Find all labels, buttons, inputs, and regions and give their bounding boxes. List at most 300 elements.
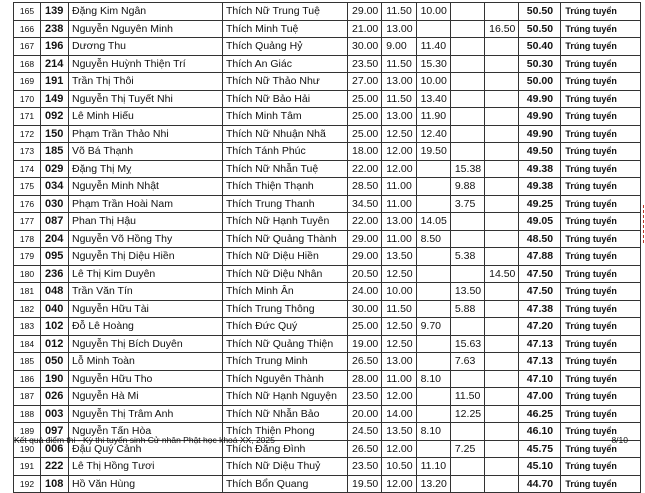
result-status: Trúng tuyển xyxy=(561,143,641,161)
full-name: Lê Thị Kim Duyên xyxy=(69,265,223,283)
result-status: Trúng tuyển xyxy=(561,370,641,388)
row-number: 171 xyxy=(14,108,41,126)
score-3: 14.05 xyxy=(416,213,450,231)
result-status: Trúng tuyển xyxy=(561,73,641,91)
result-status: Trúng tuyển xyxy=(561,388,641,406)
score-3: 8.50 xyxy=(416,230,450,248)
result-status: Trúng tuyển xyxy=(561,440,641,458)
full-name: Nguyễn Thị Tuyết Nhi xyxy=(69,90,223,108)
result-status: Trúng tuyển xyxy=(561,423,641,441)
score-2: 12.50 xyxy=(382,265,416,283)
full-name: Nguyễn Thị Bích Duyên xyxy=(69,335,223,353)
candidate-id: 196 xyxy=(41,38,69,56)
row-number: 177 xyxy=(14,213,41,231)
total-score: 49.50 xyxy=(519,143,561,161)
score-3 xyxy=(416,20,450,38)
score-5 xyxy=(485,300,519,318)
full-name: Đỗ Lê Hoàng xyxy=(69,318,223,336)
table-row xyxy=(14,318,641,336)
score-5 xyxy=(485,283,519,301)
dharma-name: Thích Minh Tuệ xyxy=(223,20,348,38)
dharma-name: Thích Thiện Phong xyxy=(223,423,348,441)
dharma-name: Thích Thiện Thạnh xyxy=(223,178,348,196)
score-4 xyxy=(450,475,484,493)
candidate-id: 236 xyxy=(41,265,69,283)
score-4 xyxy=(450,370,484,388)
score-5 xyxy=(485,458,519,476)
dharma-name: Thích Nữ Nhẫn Tuệ xyxy=(223,160,348,178)
total-score: 49.90 xyxy=(519,108,561,126)
row-number: 184 xyxy=(14,335,41,353)
score-5 xyxy=(485,38,519,56)
score-5 xyxy=(485,370,519,388)
row-number: 192 xyxy=(14,475,41,493)
result-status: Trúng tuyển xyxy=(561,248,641,266)
total-score: 47.00 xyxy=(519,388,561,406)
score-3 xyxy=(416,195,450,213)
dharma-name: Thích An Giác xyxy=(223,55,348,73)
score-5 xyxy=(485,73,519,91)
total-score: 47.10 xyxy=(519,370,561,388)
results-table xyxy=(13,2,641,493)
full-name: Nguyễn Thị Diệu Hiền xyxy=(69,248,223,266)
score-3 xyxy=(416,440,450,458)
score-3: 11.40 xyxy=(416,38,450,56)
score-2: 11.00 xyxy=(382,370,416,388)
full-name: Nguyễn Huỳnh Thiện Trí xyxy=(69,55,223,73)
full-name: Nguyễn Võ Hồng Thy xyxy=(69,230,223,248)
candidate-id: 214 xyxy=(41,55,69,73)
candidate-id: 026 xyxy=(41,388,69,406)
score-4 xyxy=(450,143,484,161)
row-number: 187 xyxy=(14,388,41,406)
score-3: 10.00 xyxy=(416,3,450,21)
score-2: 12.00 xyxy=(382,160,416,178)
candidate-id: 097 xyxy=(41,423,69,441)
score-5 xyxy=(485,335,519,353)
table-row xyxy=(14,55,641,73)
score-4: 9.88 xyxy=(450,178,484,196)
candidate-id: 095 xyxy=(41,248,69,266)
score-1: 30.00 xyxy=(348,38,382,56)
score-1: 30.00 xyxy=(348,300,382,318)
total-score: 49.38 xyxy=(519,160,561,178)
score-2: 12.50 xyxy=(382,335,416,353)
score-1: 21.00 xyxy=(348,20,382,38)
dharma-name: Thích Nữ Trung Tuệ xyxy=(223,3,348,21)
dharma-name: Thích Tánh Phúc xyxy=(223,143,348,161)
row-number: 189 xyxy=(14,423,41,441)
score-5 xyxy=(485,248,519,266)
candidate-id: 191 xyxy=(41,73,69,91)
score-2: 12.50 xyxy=(382,318,416,336)
candidate-id: 092 xyxy=(41,108,69,126)
score-4: 11.50 xyxy=(450,388,484,406)
dharma-name: Thích Trung Minh xyxy=(223,353,348,371)
row-number: 167 xyxy=(14,38,41,56)
row-number: 173 xyxy=(14,143,41,161)
total-score: 46.10 xyxy=(519,423,561,441)
score-3 xyxy=(416,265,450,283)
candidate-id: 102 xyxy=(41,318,69,336)
candidate-id: 040 xyxy=(41,300,69,318)
score-2: 11.00 xyxy=(382,195,416,213)
total-score: 47.38 xyxy=(519,300,561,318)
row-number: 185 xyxy=(14,353,41,371)
full-name: Nguyễn Hữu Tho xyxy=(69,370,223,388)
table-row xyxy=(14,300,641,318)
row-number: 172 xyxy=(14,125,41,143)
total-score: 47.20 xyxy=(519,318,561,336)
score-4: 7.63 xyxy=(450,353,484,371)
score-3 xyxy=(416,388,450,406)
result-status: Trúng tuyển xyxy=(561,108,641,126)
result-status: Trúng tuyển xyxy=(561,55,641,73)
score-5 xyxy=(485,388,519,406)
total-score: 46.25 xyxy=(519,405,561,423)
result-status: Trúng tuyển xyxy=(561,265,641,283)
score-2: 11.50 xyxy=(382,300,416,318)
row-number: 179 xyxy=(14,248,41,266)
result-status: Trúng tuyển xyxy=(561,353,641,371)
dharma-name: Thích Quảng Hỷ xyxy=(223,38,348,56)
score-2: 14.00 xyxy=(382,405,416,423)
table-row xyxy=(14,160,641,178)
total-score: 47.13 xyxy=(519,353,561,371)
score-4: 12.25 xyxy=(450,405,484,423)
score-3: 13.20 xyxy=(416,475,450,493)
score-5 xyxy=(485,160,519,178)
score-2: 12.00 xyxy=(382,143,416,161)
score-1: 26.50 xyxy=(348,353,382,371)
score-2: 12.00 xyxy=(382,475,416,493)
score-1: 23.50 xyxy=(348,458,382,476)
dharma-name: Thích Nữ Diệu Nhân xyxy=(223,265,348,283)
score-5 xyxy=(485,318,519,336)
full-name: Hồ Văn Hùng xyxy=(69,475,223,493)
table-row xyxy=(14,195,641,213)
score-1: 24.50 xyxy=(348,423,382,441)
total-score: 45.10 xyxy=(519,458,561,476)
score-1: 24.00 xyxy=(348,283,382,301)
result-status: Trúng tuyển xyxy=(561,125,641,143)
total-score: 49.25 xyxy=(519,195,561,213)
total-score: 50.50 xyxy=(519,3,561,21)
score-3: 10.00 xyxy=(416,73,450,91)
score-4: 5.38 xyxy=(450,248,484,266)
dharma-name: Thích Đăng Đình xyxy=(223,440,348,458)
table-row xyxy=(14,388,641,406)
total-score: 48.50 xyxy=(519,230,561,248)
table-row xyxy=(14,90,641,108)
score-1: 34.50 xyxy=(348,195,382,213)
score-1: 19.50 xyxy=(348,475,382,493)
full-name: Nguyễn Hữu Tài xyxy=(69,300,223,318)
score-1: 22.00 xyxy=(348,160,382,178)
table-row xyxy=(14,265,641,283)
score-1: 29.00 xyxy=(348,3,382,21)
table-row xyxy=(14,248,641,266)
full-name: Phan Thị Hậu xyxy=(69,213,223,231)
score-2: 12.50 xyxy=(382,125,416,143)
full-name: Nguyễn Tấn Hòa xyxy=(69,423,223,441)
score-4 xyxy=(450,108,484,126)
table-row xyxy=(14,475,641,493)
score-2: 11.00 xyxy=(382,178,416,196)
dharma-name: Thích Nữ Bảo Hải xyxy=(223,90,348,108)
full-name: Đặng Thị Mỵ xyxy=(69,160,223,178)
row-number: 190 xyxy=(14,440,41,458)
score-4 xyxy=(450,55,484,73)
row-number: 181 xyxy=(14,283,41,301)
score-5 xyxy=(485,143,519,161)
dharma-name: Thích Nữ Quảng Thành xyxy=(223,230,348,248)
full-name: Lỗ Minh Toàn xyxy=(69,353,223,371)
result-status: Trúng tuyển xyxy=(561,475,641,493)
score-2: 11.50 xyxy=(382,90,416,108)
page-number: 8/10 xyxy=(611,435,628,445)
candidate-id: 029 xyxy=(41,160,69,178)
table-row xyxy=(14,405,641,423)
table-row xyxy=(14,125,641,143)
score-4: 15.63 xyxy=(450,335,484,353)
score-4 xyxy=(450,230,484,248)
table-row xyxy=(14,213,641,231)
dharma-name: Thích Trung Thông xyxy=(223,300,348,318)
result-status: Trúng tuyển xyxy=(561,405,641,423)
score-5: 16.50 xyxy=(485,20,519,38)
score-1: 19.00 xyxy=(348,335,382,353)
result-status: Trúng tuyển xyxy=(561,3,641,21)
result-status: Trúng tuyển xyxy=(561,195,641,213)
score-3 xyxy=(416,300,450,318)
dharma-name: Thích Nữ Hạnh Nguyện xyxy=(223,388,348,406)
result-status: Trúng tuyển xyxy=(561,335,641,353)
dharma-name: Thích Đức Quý xyxy=(223,318,348,336)
score-5 xyxy=(485,213,519,231)
full-name: Phạm Trần Thảo Nhi xyxy=(69,125,223,143)
dharma-name: Thích Nữ Quảng Thiện xyxy=(223,335,348,353)
score-1: 25.00 xyxy=(348,90,382,108)
score-4 xyxy=(450,423,484,441)
score-4: 5.88 xyxy=(450,300,484,318)
score-1: 29.00 xyxy=(348,248,382,266)
result-status: Trúng tuyển xyxy=(561,230,641,248)
candidate-id: 030 xyxy=(41,195,69,213)
dharma-name: Thích Minh Ân xyxy=(223,283,348,301)
score-5 xyxy=(485,405,519,423)
candidate-id: 012 xyxy=(41,335,69,353)
row-number: 170 xyxy=(14,90,41,108)
table-row xyxy=(14,370,641,388)
score-2: 13.00 xyxy=(382,213,416,231)
score-4 xyxy=(450,90,484,108)
score-3: 13.40 xyxy=(416,90,450,108)
score-3 xyxy=(416,178,450,196)
score-2: 13.50 xyxy=(382,423,416,441)
dharma-name: Thích Nữ Hạnh Tuyên xyxy=(223,213,348,231)
total-score: 49.05 xyxy=(519,213,561,231)
total-score: 50.40 xyxy=(519,38,561,56)
full-name: Lê Minh Hiếu xyxy=(69,108,223,126)
result-status: Trúng tuyển xyxy=(561,20,641,38)
score-1: 23.50 xyxy=(348,388,382,406)
total-score: 49.38 xyxy=(519,178,561,196)
score-5 xyxy=(485,475,519,493)
score-2: 10.00 xyxy=(382,283,416,301)
score-3 xyxy=(416,335,450,353)
total-score: 44.70 xyxy=(519,475,561,493)
full-name: Nguyễn Minh Nhật xyxy=(69,178,223,196)
full-name: Đặng Kim Ngân xyxy=(69,3,223,21)
result-status: Trúng tuyển xyxy=(561,213,641,231)
row-number: 183 xyxy=(14,318,41,336)
score-2: 13.00 xyxy=(382,353,416,371)
candidate-id: 204 xyxy=(41,230,69,248)
result-status: Trúng tuyển xyxy=(561,300,641,318)
score-3: 8.10 xyxy=(416,370,450,388)
table-row xyxy=(14,108,641,126)
full-name: Nguyễn Hà Mi xyxy=(69,388,223,406)
candidate-id: 238 xyxy=(41,20,69,38)
score-2: 13.00 xyxy=(382,108,416,126)
table-row xyxy=(14,3,641,21)
score-5 xyxy=(485,125,519,143)
score-4: 7.25 xyxy=(450,440,484,458)
dharma-name: Thích Nữ Nhuận Nhã xyxy=(223,125,348,143)
candidate-id: 003 xyxy=(41,405,69,423)
result-status: Trúng tuyển xyxy=(561,458,641,476)
score-2: 10.50 xyxy=(382,458,416,476)
score-5 xyxy=(485,178,519,196)
score-5 xyxy=(485,90,519,108)
table-row xyxy=(14,20,641,38)
score-4 xyxy=(450,318,484,336)
total-score: 49.90 xyxy=(519,90,561,108)
score-4 xyxy=(450,73,484,91)
candidate-id: 048 xyxy=(41,283,69,301)
row-number: 191 xyxy=(14,458,41,476)
score-1: 28.00 xyxy=(348,370,382,388)
row-number: 182 xyxy=(14,300,41,318)
dharma-name: Thích Nguyên Thành xyxy=(223,370,348,388)
score-3 xyxy=(416,283,450,301)
score-2: 11.50 xyxy=(382,55,416,73)
score-5 xyxy=(485,195,519,213)
dharma-name: Thích Nữ Diệu Thuỷ xyxy=(223,458,348,476)
result-status: Trúng tuyển xyxy=(561,318,641,336)
result-status: Trúng tuyển xyxy=(561,178,641,196)
total-score: 47.13 xyxy=(519,335,561,353)
row-number: 188 xyxy=(14,405,41,423)
row-number: 165 xyxy=(14,3,41,21)
score-4 xyxy=(450,213,484,231)
full-name: Trần Văn Tín xyxy=(69,283,223,301)
score-2: 12.00 xyxy=(382,440,416,458)
full-name: Đậu Quý Cảnh xyxy=(69,440,223,458)
table-row xyxy=(14,353,641,371)
candidate-id: 190 xyxy=(41,370,69,388)
score-2: 9.00 xyxy=(382,38,416,56)
table-row xyxy=(14,458,641,476)
row-number: 168 xyxy=(14,55,41,73)
candidate-id: 222 xyxy=(41,458,69,476)
row-number: 169 xyxy=(14,73,41,91)
footer-title: Kết quả điểm thi - Kỳ thi tuyển sinh Cử nhân Phật học khoá XX, 2025 xyxy=(14,435,275,445)
score-4 xyxy=(450,458,484,476)
table-row xyxy=(14,143,641,161)
score-1: 25.00 xyxy=(348,125,382,143)
score-1: 26.50 xyxy=(348,440,382,458)
table-row xyxy=(14,178,641,196)
score-3: 11.90 xyxy=(416,108,450,126)
score-2: 13.00 xyxy=(382,20,416,38)
score-2: 13.00 xyxy=(382,73,416,91)
score-4 xyxy=(450,265,484,283)
candidate-id: 139 xyxy=(41,3,69,21)
result-status: Trúng tuyển xyxy=(561,283,641,301)
candidate-id: 149 xyxy=(41,90,69,108)
full-name: Lê Thị Hồng Tươi xyxy=(69,458,223,476)
dharma-name: Thích Trung Thanh xyxy=(223,195,348,213)
total-score: 49.90 xyxy=(519,125,561,143)
full-name: Võ Bá Thạnh xyxy=(69,143,223,161)
score-4 xyxy=(450,38,484,56)
candidate-id: 185 xyxy=(41,143,69,161)
score-1: 25.00 xyxy=(348,108,382,126)
score-1: 22.00 xyxy=(348,213,382,231)
candidate-id: 087 xyxy=(41,213,69,231)
score-3 xyxy=(416,405,450,423)
total-score: 45.75 xyxy=(519,440,561,458)
total-score: 50.50 xyxy=(519,20,561,38)
full-name: Dương Thu xyxy=(69,38,223,56)
score-4 xyxy=(450,3,484,21)
dharma-name: Thích Nữ Nhẫn Bảo xyxy=(223,405,348,423)
score-1: 28.50 xyxy=(348,178,382,196)
total-score: 47.50 xyxy=(519,265,561,283)
score-5 xyxy=(485,55,519,73)
score-2: 11.00 xyxy=(382,230,416,248)
row-number: 180 xyxy=(14,265,41,283)
result-status: Trúng tuyển xyxy=(561,90,641,108)
score-4 xyxy=(450,20,484,38)
table-row xyxy=(14,335,641,353)
score-5 xyxy=(485,440,519,458)
candidate-id: 006 xyxy=(41,440,69,458)
total-score: 50.30 xyxy=(519,55,561,73)
full-name: Trần Thị Thôi xyxy=(69,73,223,91)
dharma-name: Thích Bổn Quang xyxy=(223,475,348,493)
score-1: 27.00 xyxy=(348,73,382,91)
row-number: 174 xyxy=(14,160,41,178)
score-3: 11.10 xyxy=(416,458,450,476)
row-number: 175 xyxy=(14,178,41,196)
total-score: 47.50 xyxy=(519,283,561,301)
score-1: 23.50 xyxy=(348,55,382,73)
score-1: 20.00 xyxy=(348,405,382,423)
row-number: 186 xyxy=(14,370,41,388)
score-4 xyxy=(450,125,484,143)
score-1: 20.50 xyxy=(348,265,382,283)
score-5 xyxy=(485,3,519,21)
table-row xyxy=(14,38,641,56)
score-5 xyxy=(485,353,519,371)
score-3 xyxy=(416,353,450,371)
score-3: 8.10 xyxy=(416,423,450,441)
result-status: Trúng tuyển xyxy=(561,38,641,56)
candidate-id: 150 xyxy=(41,125,69,143)
